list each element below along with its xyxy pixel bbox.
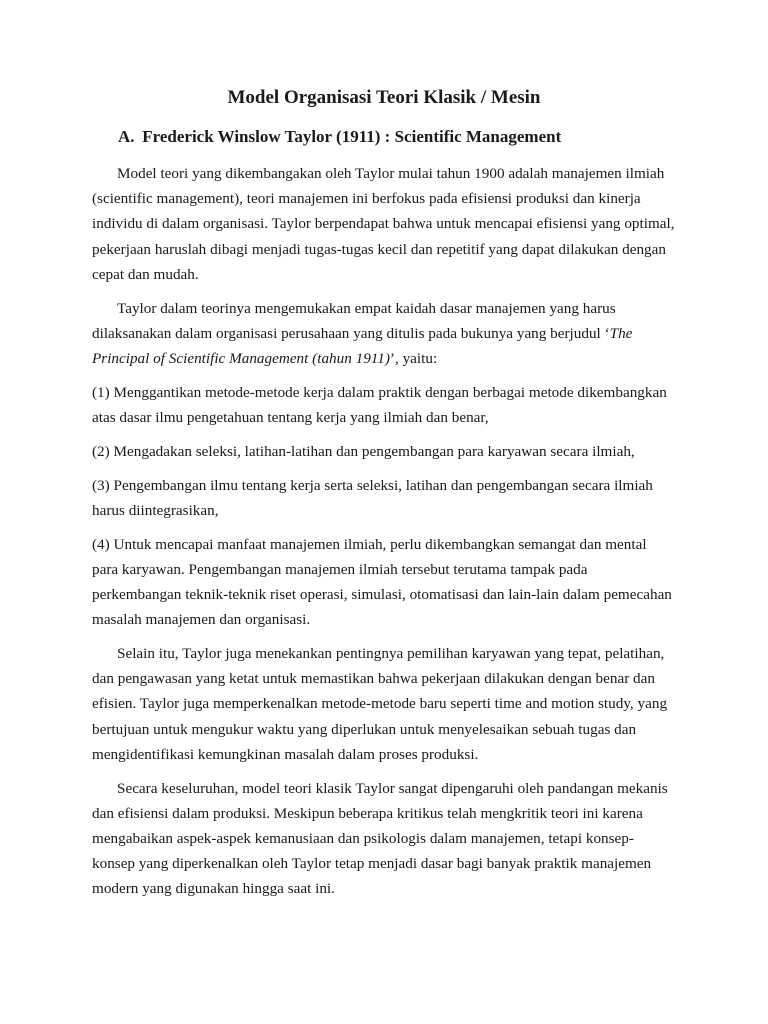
list-item-3: (3) Pengembangan ilmu tentang kerja serta seleksi, latihan dan pengembangan secara ilmiah harus diintegrasikan, [92, 476, 653, 519]
list-item-1: (1) Menggantikan metode-metode kerja dalam praktik dengan berbagai metode dikembangkan atas dasar ilmu pengetahuan tentang kerja yang ilmiah dan benar, [92, 383, 667, 427]
paragraph-1: Model teori yang dikembangakan oleh Taylor mulai tahun 1900 adalah manajemen ilmiah (scientific management), teori manajemen ini berfokus pada efisiensi produksi dan kinerja individu di dalam organisasi. Taylor berpendapat bahwa untuk mencapai efisiensi yang optimal, pekerjaan haruslah dibagi menjadi tugas-tugas kecil dan repetitif yang dapat dilakukan dengan cepat dan mudah. [92, 165, 675, 283]
paragraph-3: Selain itu, Taylor juga menekankan pentingnya pemilihan karyawan yang tepat, pelatihan, dan pengawasan yang ketat untuk memastikan bahwa pekerjaan dilakukan dengan benar dan efisien. Taylor juga memperkenalkan metode-metode baru seperti time and motion study, yang bertujuan untuk mengukur waktu yang diperlukan untuk menyelesaikan sebuah tugas dan mengidentifikasi kemungkinan masalah dalam proses produksi. [92, 645, 668, 763]
paragraph-2 [92, 296, 676, 372]
list-item-2: (2) Mengadakan seleksi, latihan-latihan dan pengembangan para karyawan secara ilmiah, [92, 442, 635, 460]
document-body [92, 161, 676, 910]
paragraph-2-tail: ’, yaitu: [389, 350, 438, 368]
section-heading [118, 126, 561, 148]
book-title: The Principal of Scientific Management (tahun 1911) [92, 324, 633, 368]
document-title: Model Organisasi Teori Klasik / Mesin [227, 87, 541, 108]
list-item-4: (4) Untuk mencapai manfaat manajemen ilmiah, perlu dikembangkan semangat dan mental para karyawan. Pengembangan manajemen ilmiah tersebut terutama tampak pada perkembangan teknik-teknik riset operasi, simulasi, otomatisasi dan lain-lain dalam pemecahan masalah manajemen dan organisasi. [92, 535, 672, 629]
section-number: A. [118, 127, 135, 146]
paragraph-4: Secara keseluruhan, model teori klasik Taylor sangat dipengaruhi oleh pandangan mekanis dan efisiensi dalam produksi. Meskipun beberapa kritikus telah mengkritik teori ini karena mengabaikan aspek-aspek kemanusiaan dan psikologis dalam manajemen, tetapi konsep-konsep yang diperkenalkan oleh Taylor tetap menjadi dasar bagi banyak praktik manajemen modern yang digunakan hingga saat ini. [92, 779, 668, 898]
paragraph-2-text: Taylor dalam teorinya mengemukakan empat kaidah dasar manajemen yang harus dilaksanakan dalam organisasi perusahaan yang ditulis pada bukunya yang berjudul ‘ [92, 299, 616, 342]
section-title: Frederick Winslow Taylor (1911) : Scientific Management [142, 127, 562, 146]
